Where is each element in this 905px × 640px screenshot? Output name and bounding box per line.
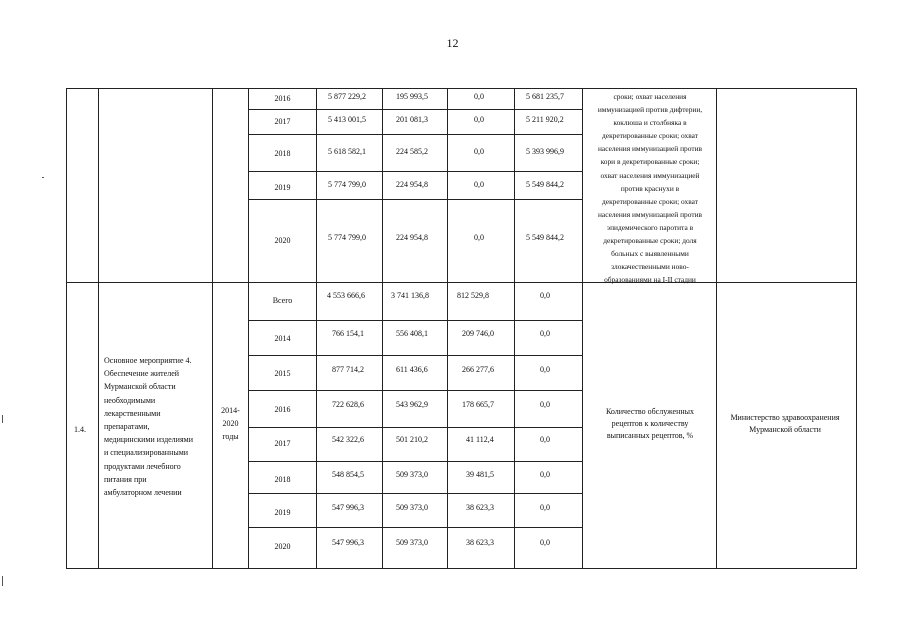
total-cell: 547 996,3 [332,538,364,547]
year-cell: 2019 [274,183,291,192]
total-cell: 5 774 799,0 [328,233,366,242]
total-cell: 5 618 582,1 [328,147,366,156]
value-cell: 5 211 920,2 [526,115,564,124]
total-cell: 5 413 001,5 [328,115,366,124]
value-cell: 5 549 844,2 [526,180,564,189]
table-divider [316,88,317,569]
value-cell: 38 623,3 [466,503,494,512]
value-cell: 0,0 [540,400,550,409]
value-cell: 0,0 [540,503,550,512]
measure-number: 1.4. [74,425,86,434]
value-cell: 0,0 [540,435,550,444]
year-cell: 2017 [274,439,291,448]
total-cell: 548 854,5 [332,470,364,479]
value-cell: 201 081,3 [396,115,428,124]
total-cell: 877 714,2 [332,365,364,374]
value-cell: 178 665,7 [462,400,494,409]
value-cell: 0,0 [540,329,550,338]
page-number: 12 [446,36,459,50]
table-divider [716,88,717,569]
year-cell: 2014 [274,334,291,343]
scan-mark [2,576,3,586]
row-divider [248,320,582,321]
row-divider [248,355,582,356]
year-cell: 2018 [274,475,291,484]
year-cell: 2018 [274,149,291,158]
value-cell: 509 373,0 [396,503,428,512]
section-divider [66,282,857,283]
table-divider [212,88,213,569]
value-cell: 556 408,1 [396,329,428,338]
table-divider [98,88,99,569]
year-cell: 2016 [274,405,291,414]
value-cell: 501 210,2 [396,435,428,444]
value-cell: 224 954,8 [396,180,428,189]
indicator-text-continued: сроки; охват населения иммунизацией против дифтерии, коклюша и столбняка в декретированные сроки; охват населения иммунизацией против кори в декретированные сроки; охват населения иммунизацией против краснухи в декретированные сроки; охват населения иммунизацией против эпидемического паротита в декретированные сроки; доля больных с выявленными злокачественными ново- образованиями на I-II стадии [597,92,703,285]
table-divider [582,88,583,569]
year-cell: 2020 [274,236,291,245]
row-divider [248,171,582,172]
value-cell: 195 993,5 [396,92,428,101]
value-cell: 543 962,9 [396,400,428,409]
value-cell: 0,0 [474,147,484,156]
executor-cell: Министерство здравоохранения Мурманской области [730,413,840,434]
scan-mark [42,177,44,178]
row-divider [248,134,582,135]
row-divider [248,527,582,528]
table-divider [514,88,515,569]
total-cell: 5 774 799,0 [328,180,366,189]
value-cell: 209 746,0 [462,329,494,338]
value-cell: 5 393 996,9 [526,147,564,156]
value-cell: 0,0 [540,538,550,547]
total-cell: 722 628,6 [332,400,364,409]
year-cell: 2020 [274,542,291,551]
value-cell: 0,0 [474,92,484,101]
total-cell: 766 154,1 [332,329,364,338]
value-cell: 0,0 [540,291,550,300]
row-divider [248,461,582,462]
row-divider [248,109,582,110]
row-divider [248,199,582,200]
indicator-cell: Количество обслуженных рецептов к количеству выписанных рецептов, % [605,407,695,440]
value-cell: 3 741 136,8 [391,291,429,300]
table-border-right [856,88,857,569]
year-cell: Всего [272,296,293,305]
value-cell: 5 549 844,2 [526,233,564,242]
measure-description: Основное мероприятие 4. Обеспечение жителей Мурманской области необходимыми лекарственными препаратами, медицинскими изделиями и специализированными продуктами лечебного питания при амбулаторном лечении [104,356,193,498]
value-cell: 266 277,6 [462,365,494,374]
period-cell: 2014- 2020 годы [221,406,240,441]
total-cell: 5 877 229,2 [328,92,366,101]
value-cell: 509 373,0 [396,470,428,479]
table-border-top [66,88,857,89]
row-divider [248,390,582,391]
value-cell: 509 373,0 [396,538,428,547]
value-cell: 812 529,8 [457,291,489,300]
table-divider [248,88,249,569]
value-cell: 611 436,6 [396,365,428,374]
value-cell: 38 623,3 [466,538,494,547]
table-divider [382,88,383,569]
value-cell: 224 585,2 [396,147,428,156]
value-cell: 224 954,8 [396,233,428,242]
value-cell: 0,0 [540,470,550,479]
value-cell: 0,0 [540,365,550,374]
value-cell: 41 112,4 [466,435,494,444]
total-cell: 4 553 666,6 [327,291,365,300]
table-border-left [66,88,67,569]
year-cell: 2017 [274,117,291,126]
scan-mark [2,415,3,423]
table-border-bottom [66,568,857,569]
value-cell: 39 481,5 [466,470,494,479]
table-divider [447,88,448,569]
row-divider [248,427,582,428]
value-cell: 0,0 [474,180,484,189]
year-cell: 2019 [274,508,291,517]
value-cell: 0,0 [474,115,484,124]
year-cell: 2016 [274,94,291,103]
total-cell: 542 322,6 [332,435,364,444]
value-cell: 0,0 [474,233,484,242]
total-cell: 547 996,3 [332,503,364,512]
row-divider [248,493,582,494]
year-cell: 2015 [274,369,291,378]
value-cell: 5 681 235,7 [526,92,564,101]
